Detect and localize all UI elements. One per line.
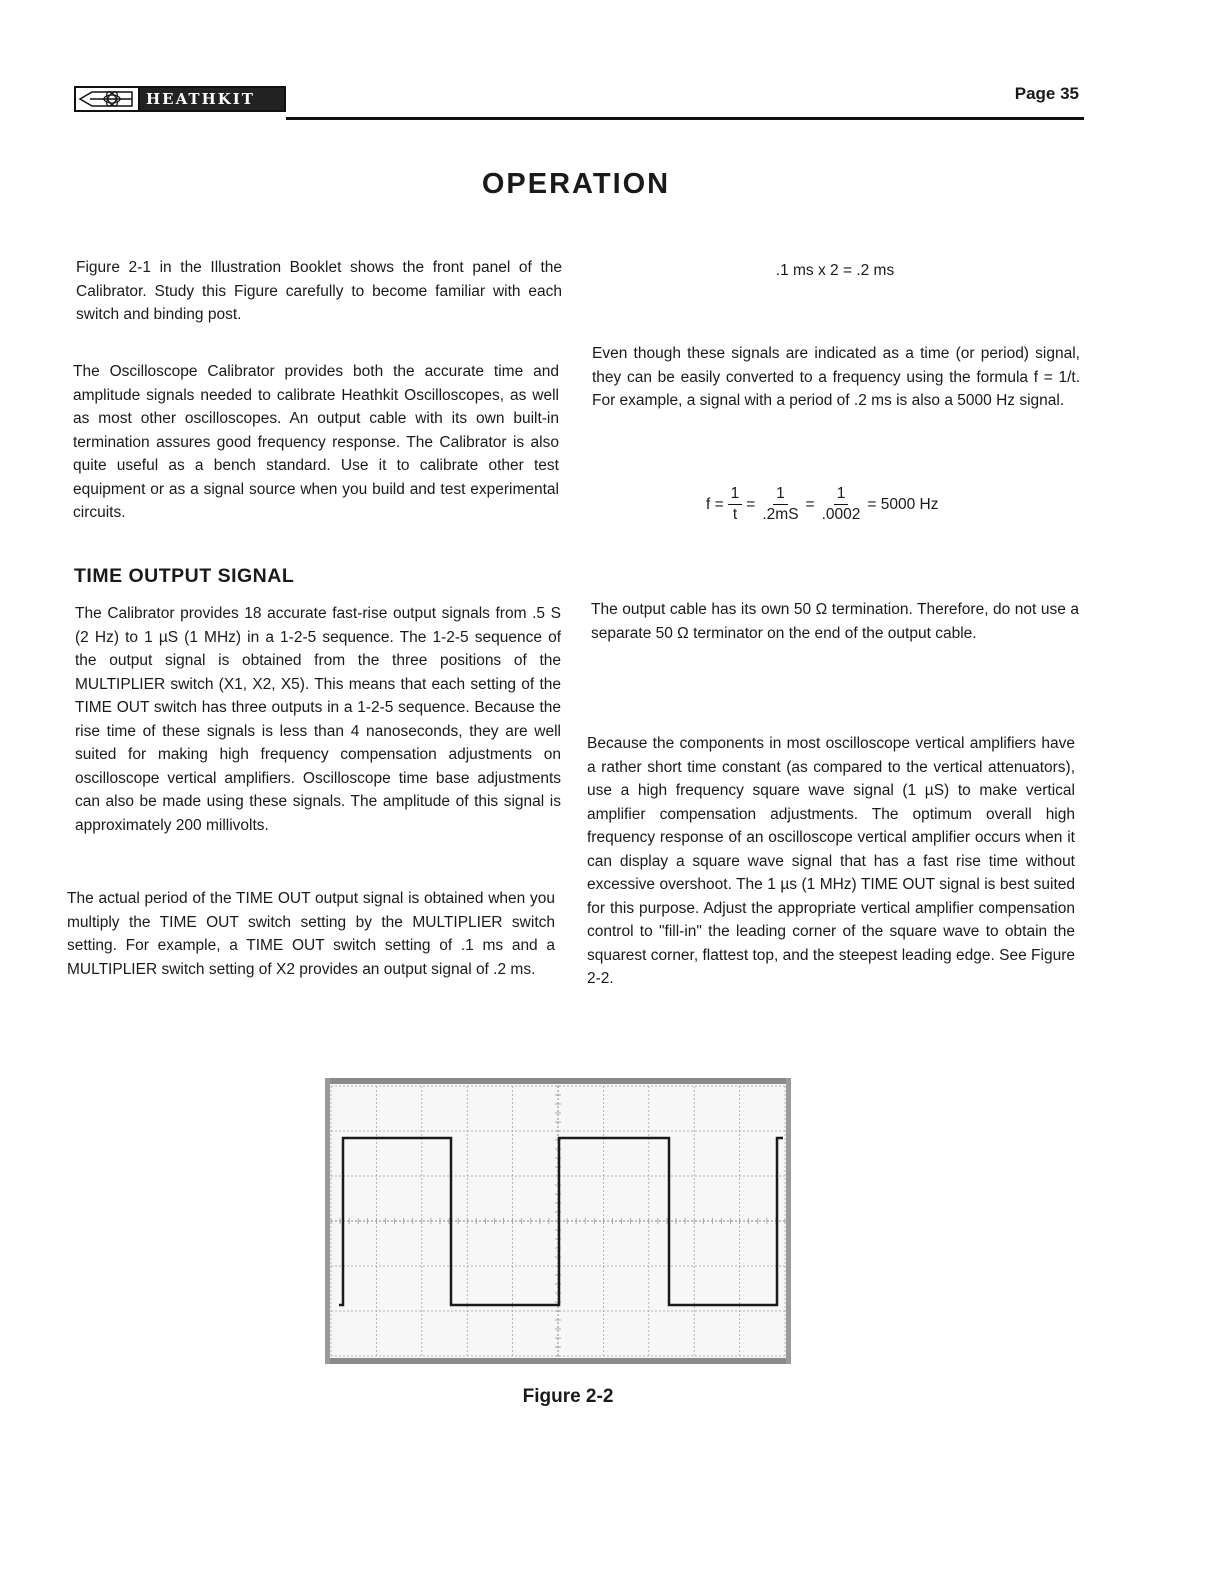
compensation-paragraph: Because the components in most oscilloscope vertical amplifiers have a rather short time constant (as compared to the vertical attenuators), use a high frequency square wave signal (1 µS) to make vertical amplifier compensation adjustments. The optimum overall high frequency response of an oscilloscope vertical amplifier occurs when it can display a square wave signal that has a fast rise time without excessive overshoot. The 1 µs (1 MHz) TIME OUT signal is best suited for this purpose. Adjust the appropriate vertical amplifier compensation control to "fill-in" the leading corner of the square wave to obtain the squarest corner, flattest top, and the steepest leading edge. See Figure 2-2. [587, 735, 1075, 987]
formula-fraction-2 [759, 484, 801, 525]
formula-equals: = [805, 495, 815, 513]
time-output-paragraph: The Calibrator provides 18 accurate fast-rise output signals from .5 S (2 Hz) to 1 µS (1 MHz) in a 1-2-5 sequence. The 1-2-5 sequence of the output signal is obtained from the three positions of the MULTIPLIER switch (X1, X2, X5). This means that each setting of the TIME OUT switch has three outputs in a 1-2-5 sequence. Because the rise time of these signals is less than 4 nanoseconds, they are well suited for making high frequency compensation adjustments on oscilloscope vertical amplifiers. Oscilloscope time base adjustments can also be made using these signals. The amplitude of this signal is approximately 200 millivolts. [75, 605, 561, 834]
fraction-numerator: 1 [773, 484, 788, 505]
formula-fraction-3 [819, 484, 864, 525]
scope-left-edge [325, 1078, 330, 1364]
frequency-formula [706, 484, 939, 525]
frequency-conversion-paragraph: Even though these signals are indicated as a time (or period) signal, they can be easily converted to a frequency using the formula f = 1/t. For example, a signal with a period of .2 ms is also a 5000 Hz signal. [592, 345, 1080, 409]
fraction-denominator: .2mS [762, 506, 799, 523]
formula-equals: = [746, 495, 756, 513]
formula-fraction-1 [728, 484, 743, 525]
scope-right-edge [786, 1078, 791, 1364]
fraction-numerator: 1 [728, 484, 743, 505]
scope-bottom-edge [325, 1358, 791, 1364]
calibrator-description-paragraph: The Oscilloscope Calibrator provides both the accurate time and amplitude signals needed to calibrate Heathkit Oscilloscopes, as well as most other oscilloscopes. An output cable with its own built-in termination assures good frequency response. The Calibrator is also quite useful as a bench standard. Use it to calibrate other test equipment or as a signal source when you build and test experimental circuits. [73, 363, 559, 521]
fraction-numerator: 1 [834, 484, 849, 505]
header-rule [286, 117, 1084, 120]
intro-paragraph: Figure 2-1 in the Illustration Booklet shows the front panel of the Calibrator. Study this Figure carefully to become familiar with each switch and binding post. [76, 259, 562, 323]
fraction-denominator: t [732, 506, 738, 523]
period-paragraph: The actual period of the TIME OUT output signal is obtained when you multiply the TIME OUT switch setting by the MULTIPLIER switch setting. For example, a TIME OUT switch setting of .1 ms and a MULTIPLIER switch setting of X2 provides an output signal of .2 ms. [67, 890, 555, 978]
oscilloscope-square-wave-figure [325, 1078, 791, 1364]
logo-text: HEATHKIT [146, 90, 255, 108]
heathkit-logo [74, 86, 286, 112]
scope-top-edge [325, 1078, 791, 1084]
page-number: Page 35 [1014, 84, 1079, 103]
logo-emblem-icon [76, 88, 140, 110]
formula-lhs: f = [706, 495, 724, 513]
termination-paragraph: The output cable has its own 50 Ω termination. Therefore, do not use a separate 50 Ω terminator on the end of the output cable. [591, 601, 1079, 642]
period-equation: .1 ms x 2 = .2 ms [775, 262, 895, 279]
figure-caption: Figure 2-2 [522, 1386, 614, 1407]
fraction-denominator: .0002 [821, 506, 861, 523]
page-title: OPERATION [481, 168, 671, 200]
section-heading-time-output: TIME OUTPUT SIGNAL [74, 565, 295, 587]
formula-result: = 5000 Hz [867, 495, 939, 513]
